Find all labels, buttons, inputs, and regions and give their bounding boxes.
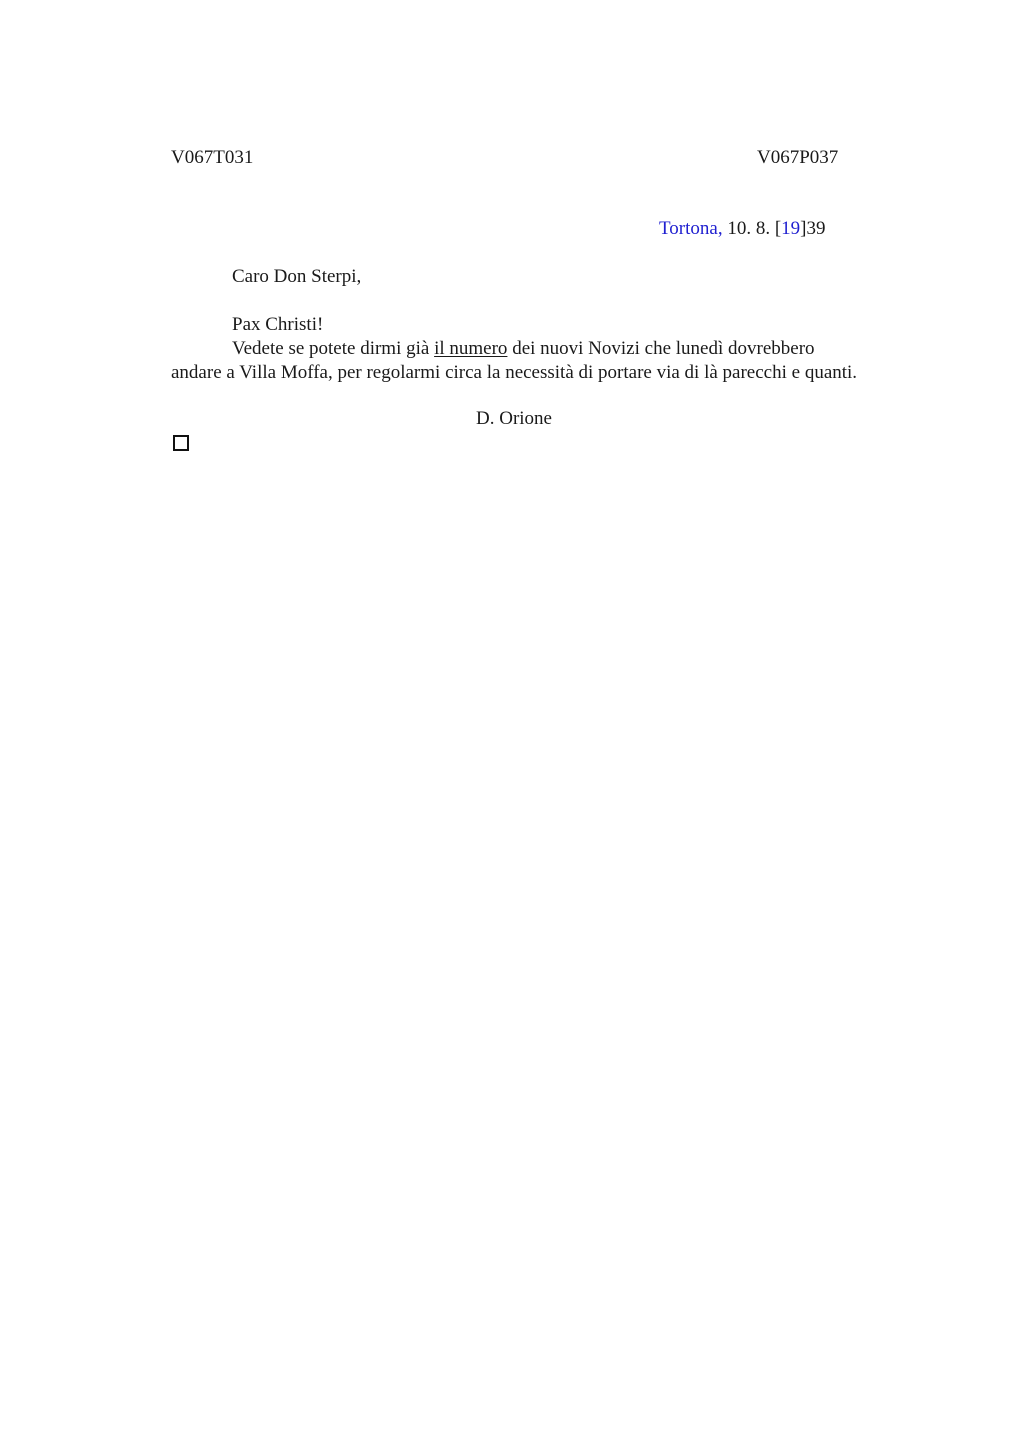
body-line-1-start: Vedete se potete dirmi già [232,338,435,359]
empty-square-icon [173,435,189,451]
document-code-right: V067P037 [757,147,839,168]
greeting: Pax Christi! [232,314,324,335]
signature: D. Orione [476,408,552,429]
salutation: Caro Don Sterpi, [232,266,362,287]
document-code-left: V067T031 [171,147,254,168]
dateline-date-b: ]39 [800,218,826,239]
body-line-2: andare a Villa Moffa, per regolarmi circa la necessità di portare via di là parecchi e quanti. [171,362,858,383]
body-line-1 [232,337,815,361]
dateline-place: Tortona, [659,218,723,239]
dateline [659,217,825,241]
underlined-phrase: il numero [434,338,508,359]
body-line-1-end: dei nuovi Novizi che lunedì dovrebbero [507,338,815,359]
dateline-date-century: 19 [781,218,801,239]
dateline-date-a: 10. 8. [ [722,218,782,239]
